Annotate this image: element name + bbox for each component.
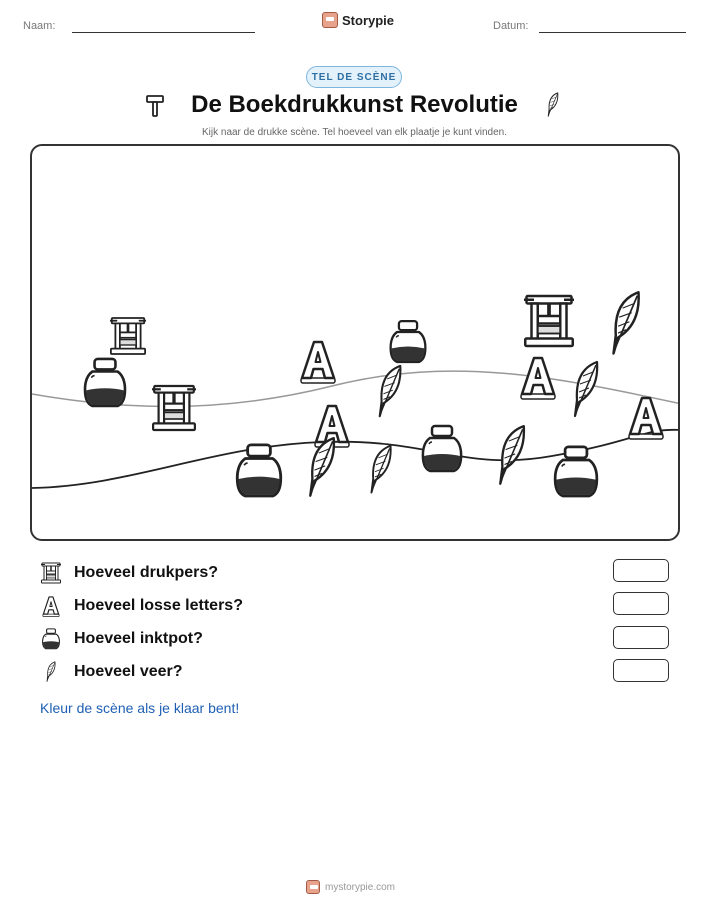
printing-press-icon: [40, 562, 62, 584]
letter-a-1: [301, 342, 335, 383]
quill-5: [371, 446, 390, 493]
name-input-line[interactable]: [72, 32, 255, 33]
storypie-logo-icon: [322, 12, 338, 28]
name-label: Naam:: [23, 20, 56, 32]
answer-box-quill[interactable]: [613, 659, 669, 682]
question-letters: [40, 592, 243, 620]
coloring-note: Kleur de scène als je klaar bent!: [40, 700, 240, 716]
storypie-logo-icon: [306, 880, 320, 894]
ink-pot-2: [391, 321, 426, 362]
printing-press-2: [152, 386, 196, 430]
letter-a-icon: [40, 595, 62, 617]
ink-pot-3: [237, 445, 280, 496]
question-ink-pot: [40, 625, 203, 653]
page-subtitle: Kijk naar de drukke scène. Tel hoeveel van elk plaatje je kunt vinden.: [201, 127, 507, 138]
footer-site[interactable]: mystorypie.com: [325, 881, 396, 893]
question-text: Hoeveel drukpers?: [74, 564, 219, 581]
printing-press-1: [110, 318, 146, 354]
activity-badge: TEL DE SCÈNE: [306, 66, 402, 88]
date-input-line[interactable]: [539, 32, 686, 33]
date-label: Datum:: [493, 20, 529, 32]
brand-name: Storypie: [342, 12, 395, 28]
quill-1: [380, 366, 401, 416]
counting-scene: [30, 144, 680, 541]
question-text: Hoeveel losse letters?: [74, 597, 243, 614]
quill-3: [575, 362, 597, 416]
question-text: Hoeveel veer?: [74, 663, 183, 680]
question-text: Hoeveel inktpot?: [74, 630, 203, 647]
quill-icon: [40, 661, 62, 683]
brand-logo: [322, 12, 394, 28]
answer-box-letters[interactable]: [613, 592, 669, 615]
printing-press-3: [524, 296, 574, 346]
ink-pot-1: [85, 359, 125, 406]
question-quill: [40, 658, 183, 686]
quill-4: [310, 438, 334, 496]
answer-box-ink-pot[interactable]: [613, 626, 669, 649]
answer-box-printing-press[interactable]: [613, 559, 669, 582]
page-title: De Boekdrukkunst Revolutie: [191, 91, 518, 118]
quill-6: [500, 426, 524, 484]
question-printing-press: [40, 559, 218, 587]
quill-icon: [540, 92, 566, 118]
letter-a-3: [521, 358, 555, 399]
ink-pot-icon: [40, 628, 62, 650]
footer: [306, 880, 395, 894]
ink-pot-4: [423, 426, 461, 471]
quill-2: [614, 292, 639, 353]
